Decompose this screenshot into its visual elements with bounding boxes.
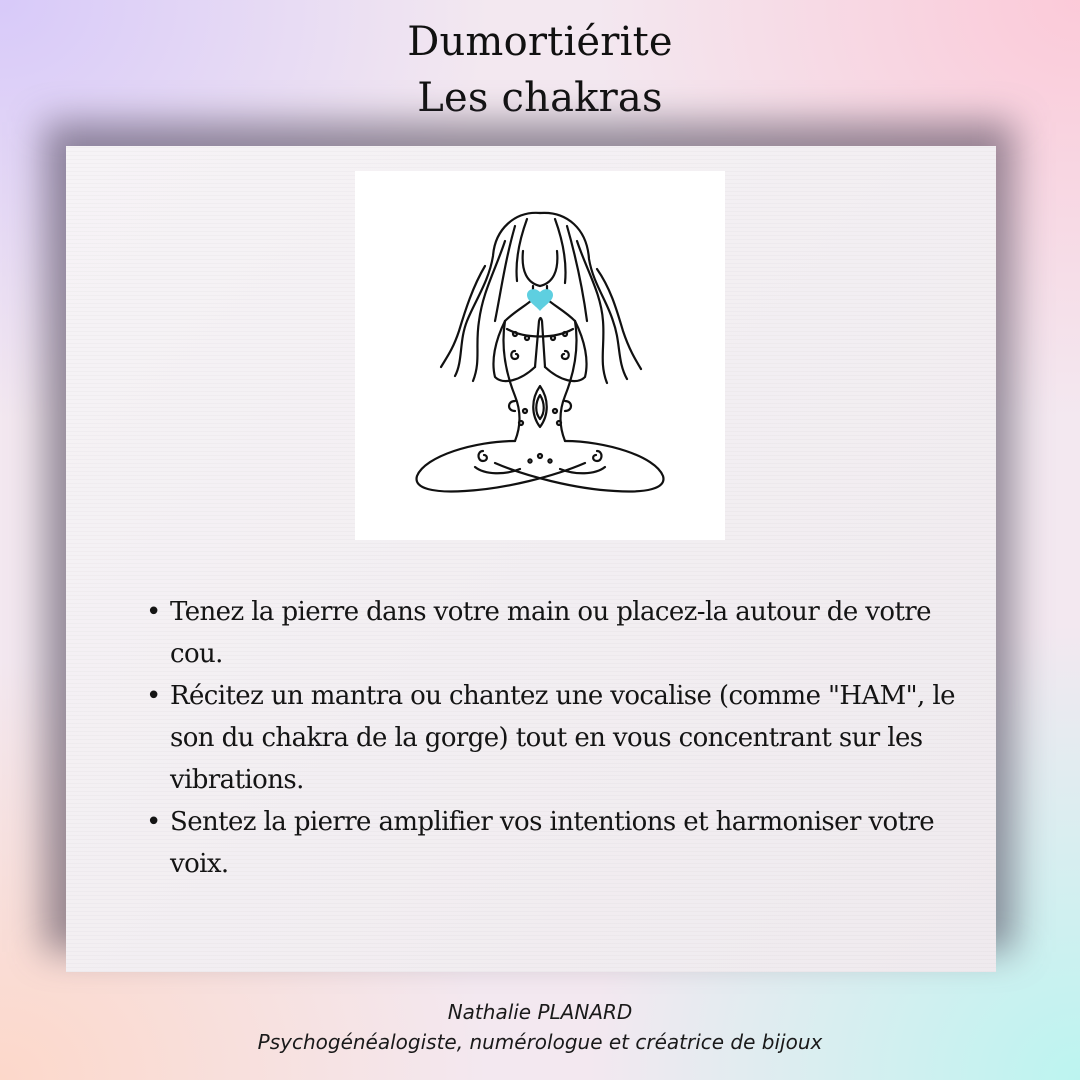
list-item [144,801,964,885]
instructions-list [144,591,964,885]
list-item-text: Sentez la pierre amplifier vos intentions et harmoniser votre voix. [170,807,935,879]
list-item-text: Tenez la pierre dans votre main ou placez-la autour de votre cou. [170,597,931,669]
illustration-frame [355,171,725,540]
meditating-woman-icon [355,171,725,540]
author-tagline: Psychogénéalogiste, numérologue et créatrice de bijoux [257,1030,823,1054]
page-title [0,14,1080,126]
bullet-dot: • [146,597,161,627]
title-line-topic: Les chakras [417,75,663,121]
content-card [66,146,996,972]
footer-signature [0,997,1080,1057]
bullet-dot: • [146,681,161,711]
list-item [144,591,964,675]
list-item [144,675,964,801]
author-name: Nathalie PLANARD [447,1000,633,1024]
list-item-text: Récitez un mantra ou chantez une vocalise (comme "HAM", le son du chakra de la gorge) tout en vous concentrant sur les vibrations. [170,681,955,795]
throat-chakra-heart [527,289,553,311]
title-line-stone: Dumortiérite [407,19,673,65]
bullet-dot: • [146,807,161,837]
